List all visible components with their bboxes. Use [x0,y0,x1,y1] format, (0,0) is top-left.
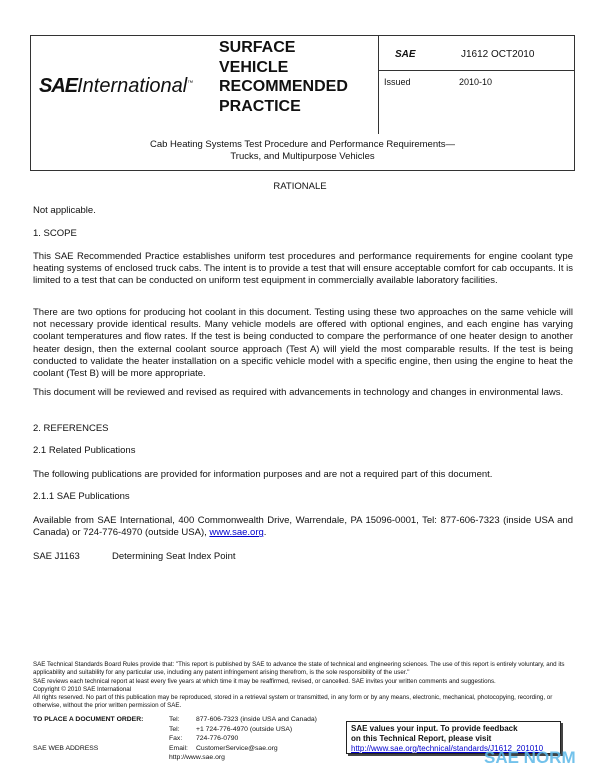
tel-label: Tel: [169,716,180,723]
email-address[interactable]: CustomerService@sae.org [196,744,278,752]
scope-paragraph: This document will be reviewed and revised as required with advancements in technology and changes in environmental laws. [33,387,564,398]
availability-text: Available from SAE International, 400 Commonwealth Drive, Warrendale, PA 15096-0001, Tel: 877-606-7323 (inside USA and Canada) or 724-776-4970 (outside USA), www.sae.org. [33,515,573,539]
related-publications-text: The following publications are provided for information purposes and are not a required part of this document. [33,469,493,480]
logo-international: International [77,75,188,97]
document-code: J1612 OCT2010 [461,49,535,60]
document-type [219,38,348,116]
doc-type-line: PRACTICE [219,97,301,115]
contact-block [169,715,317,763]
doc-type-line: VEHICLE [219,58,289,76]
title-line: Cab Heating Systems Test Procedure and Performance Requirements— [149,139,456,150]
doc-type-line: RECOMMENDED [219,78,348,95]
divider [378,70,575,71]
availability-sentence: Available from SAE International, 400 Commonwealth Drive, Warrendale, PA 15096-0001, Tel: 877-606-7323 (inside USA and Canada) or 724-776-4970 (outside USA), [33,515,573,539]
document-header [30,35,575,171]
footer-review: SAE reviews each technical report at least every five years at which time it may be reaffirmed, revised, or cancelled. SAE invites your written comments and suggestions. [33,677,496,685]
scope-heading: 1. SCOPE [33,228,77,239]
sae-publications-heading: 2.1.1 SAE Publications [33,491,130,502]
feedback-text: on this Technical Report, please visit [351,734,492,743]
footer-copyright: Copyright © 2010 SAE International [33,685,132,693]
reference-entry [33,551,573,563]
sae-mark: SAE [395,49,416,60]
fax-label: Fax: [169,735,183,743]
rationale-heading: RATIONALE [273,181,327,192]
scope-paragraph: This SAE Recommended Practice establishes uniform test procedures and performance requirements for engine coolant type heating systems of enclosed truck cabs. The intent is to provide a test that will ensure acceptable comfort for cab occupants. It is limited to a test that can be conducted on uniform test equipment in commercially available laboratory facilities. [33,251,573,287]
sae-norm-watermark: SAE NORM [484,748,576,767]
rationale-text: Not applicable. [33,205,96,216]
fax-number: 724-776-0790 [196,735,239,743]
tel-inside: 877-606-7323 (inside USA and Canada) [196,716,317,723]
order-label: TO PLACE A DOCUMENT ORDER: [33,716,144,723]
feedback-text: SAE values your input. To provide feedback [351,724,518,733]
tel-label: Tel: [169,725,180,733]
issued-label: Issued [384,77,411,87]
feedback-link[interactable]: http://www.sae.org/technical/standards/J1612_201010 [351,744,544,753]
issued-date: 2010-10 [459,77,493,87]
divider [378,36,379,134]
web-address[interactable]: http://www.sae.org [169,754,225,762]
doc-type-line: SURFACE [219,39,296,56]
web-label: SAE WEB ADDRESS [33,745,99,752]
footer-disclaimer: SAE Technical Standards Board Rules provide that: "This report is published by SAE to advance the state of technical and engineering sciences. The use of this report is entirely voluntary, and its applicability and suitability for any particular use, including any patent infringement arising therefrom, is the sole responsibility of the user." [33,661,565,677]
sae-website-link[interactable]: www.sae.org [209,527,264,539]
related-publications-heading: 2.1 Related Publications [33,445,136,456]
scope-paragraph: There are two options for producing hot coolant in this document. Testing using these two approaches on the same vehicle will not necessary provide identical results. Many vehicle models are offered with optional engines, and each engine has varying coolant temperatures and flow rates. If the test is being conducted to compare the performance of one heater design to another heater design, then the external coolant source approach (Test A) will yield the most comparable results. If the test is being conducted to validate the heater installation on a specific vehicle model with a specific engine, then using the engine to heat the coolant (Test B) will be more appropriate. [33,307,573,380]
footer-notice [33,661,573,711]
sae-international-logo: SAEInternational™ [39,75,194,97]
tel-outside: +1 724-776-4970 (outside USA) [196,725,293,733]
title-line: Trucks, and Multipurpose Vehicles [230,151,375,162]
email-label: Email: [169,744,188,752]
logo-sae: SAE [39,75,78,97]
reference-code: SAE J1163 [33,551,80,562]
reference-title: Determining Seat Index Point [112,551,236,562]
document-title [31,139,574,163]
footer-rights: All rights reserved. No part of this publication may be reproduced, stored in a retrieval system or transmitted, in any form or by any means, electronic, mechanical, photocopying, recording, or otherwise, without the prior written permission of SAE. [33,694,553,710]
references-heading: 2. REFERENCES [33,423,109,434]
